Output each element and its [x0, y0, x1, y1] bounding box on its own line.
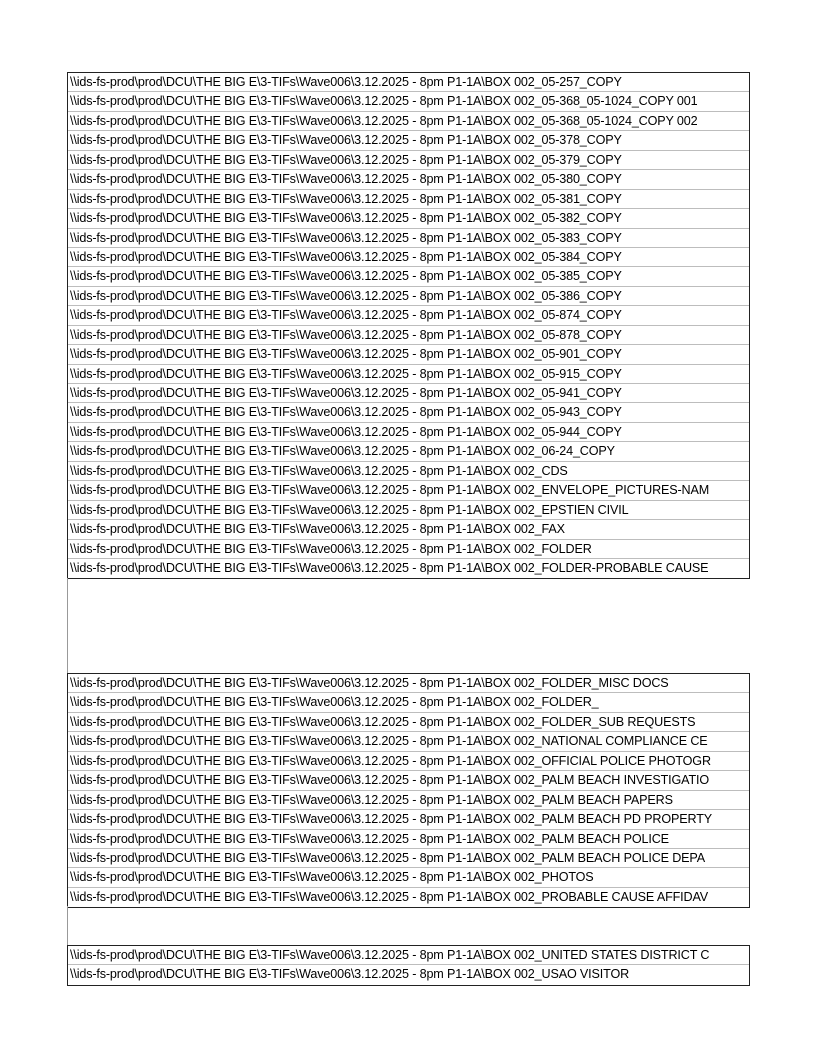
table-row: \\ids-fs-prod\prod\DCU\THE BIG E\3-TIFs\Wave006\3.12.2025 - 8pm P1-1A\BOX 002_05-901_COPY — [68, 345, 749, 364]
path-table-group-3 — [67, 945, 750, 986]
path-table-group-2 — [67, 673, 750, 908]
table-row: \\ids-fs-prod\prod\DCU\THE BIG E\3-TIFs\Wave006\3.12.2025 - 8pm P1-1A\BOX 002_05-944_COPY — [68, 423, 749, 442]
table-row: \\ids-fs-prod\prod\DCU\THE BIG E\3-TIFs\Wave006\3.12.2025 - 8pm P1-1A\BOX 002_05-384_COPY — [68, 248, 749, 267]
path-table-group-1 — [67, 72, 750, 579]
table-row: \\ids-fs-prod\prod\DCU\THE BIG E\3-TIFs\Wave006\3.12.2025 - 8pm P1-1A\BOX 002_05-382_COPY — [68, 209, 749, 228]
table-row: \\ids-fs-prod\prod\DCU\THE BIG E\3-TIFs\Wave006\3.12.2025 - 8pm P1-1A\BOX 002_05-386_COPY — [68, 287, 749, 306]
table-row: \\ids-fs-prod\prod\DCU\THE BIG E\3-TIFs\Wave006\3.12.2025 - 8pm P1-1A\BOX 002_05-874_COPY — [68, 306, 749, 325]
table-row: \\ids-fs-prod\prod\DCU\THE BIG E\3-TIFs\Wave006\3.12.2025 - 8pm P1-1A\BOX 002_EPSTIEN CIVIL — [68, 501, 749, 520]
blank-rows-1 — [67, 578, 68, 673]
table-row: \\ids-fs-prod\prod\DCU\THE BIG E\3-TIFs\Wave006\3.12.2025 - 8pm P1-1A\BOX 002_05-368_05-1024_COPY 001 — [68, 92, 749, 111]
table-row: \\ids-fs-prod\prod\DCU\THE BIG E\3-TIFs\Wave006\3.12.2025 - 8pm P1-1A\BOX 002_USAO VISITOR — [70, 967, 630, 982]
table-row: \\ids-fs-prod\prod\DCU\THE BIG E\3-TIFs\Wave006\3.12.2025 - 8pm P1-1A\BOX 002_FAX — [68, 520, 749, 539]
table-row: \\ids-fs-prod\prod\DCU\THE BIG E\3-TIFs\Wave006\3.12.2025 - 8pm P1-1A\BOX 002_UNITED STATES DISTRICT C — [68, 946, 749, 965]
table-row: \\ids-fs-prod\prod\DCU\THE BIG E\3-TIFs\Wave006\3.12.2025 - 8pm P1-1A\BOX 002_06-24_COPY — [68, 442, 749, 461]
table-row: \\ids-fs-prod\prod\DCU\THE BIG E\3-TIFs\Wave006\3.12.2025 - 8pm P1-1A\BOX 002_FOLDER-PROBABLE CAUSE — [70, 560, 709, 575]
table-row: \\ids-fs-prod\prod\DCU\THE BIG E\3-TIFs\Wave006\3.12.2025 - 8pm P1-1A\BOX 002_FOLDER_SUB REQUESTS — [68, 713, 749, 732]
table-row: \\ids-fs-prod\prod\DCU\THE BIG E\3-TIFs\Wave006\3.12.2025 - 8pm P1-1A\BOX 002_NATIONAL COMPLIANCE CE — [68, 732, 749, 751]
table-row: \\ids-fs-prod\prod\DCU\THE BIG E\3-TIFs\Wave006\3.12.2025 - 8pm P1-1A\BOX 002_05-368_05-1024_COPY 002 — [68, 112, 749, 131]
table-row: \\ids-fs-prod\prod\DCU\THE BIG E\3-TIFs\Wave006\3.12.2025 - 8pm P1-1A\BOX 002_05-381_COPY — [68, 190, 749, 209]
table-row: \\ids-fs-prod\prod\DCU\THE BIG E\3-TIFs\Wave006\3.12.2025 - 8pm P1-1A\BOX 002_05-385_COPY — [68, 267, 749, 286]
table-row: \\ids-fs-prod\prod\DCU\THE BIG E\3-TIFs\Wave006\3.12.2025 - 8pm P1-1A\BOX 002_FOLDER_ — [68, 693, 749, 712]
table-row: \\ids-fs-prod\prod\DCU\THE BIG E\3-TIFs\Wave006\3.12.2025 - 8pm P1-1A\BOX 002_PALM BEACH PD PROPERTY — [68, 810, 749, 829]
table-row: \\ids-fs-prod\prod\DCU\THE BIG E\3-TIFs\Wave006\3.12.2025 - 8pm P1-1A\BOX 002_05-379_COPY — [68, 151, 749, 170]
table-row: \\ids-fs-prod\prod\DCU\THE BIG E\3-TIFs\Wave006\3.12.2025 - 8pm P1-1A\BOX 002_05-378_COPY — [68, 131, 749, 150]
table-row: \\ids-fs-prod\prod\DCU\THE BIG E\3-TIFs\Wave006\3.12.2025 - 8pm P1-1A\BOX 002_05-915_COPY — [68, 365, 749, 384]
table-row: \\ids-fs-prod\prod\DCU\THE BIG E\3-TIFs\Wave006\3.12.2025 - 8pm P1-1A\BOX 002_05-380_COPY — [68, 170, 749, 189]
table-row: \\ids-fs-prod\prod\DCU\THE BIG E\3-TIFs\Wave006\3.12.2025 - 8pm P1-1A\BOX 002_PALM BEACH POLICE DEPA — [68, 849, 749, 868]
table-row: \\ids-fs-prod\prod\DCU\THE BIG E\3-TIFs\Wave006\3.12.2025 - 8pm P1-1A\BOX 002_FOLDER_MISC DOCS — [68, 674, 749, 693]
table-row: \\ids-fs-prod\prod\DCU\THE BIG E\3-TIFs\Wave006\3.12.2025 - 8pm P1-1A\BOX 002_05-257_COPY — [68, 73, 749, 92]
table-row: \\ids-fs-prod\prod\DCU\THE BIG E\3-TIFs\Wave006\3.12.2025 - 8pm P1-1A\BOX 002_05-943_COPY — [68, 403, 749, 422]
table-row: \\ids-fs-prod\prod\DCU\THE BIG E\3-TIFs\Wave006\3.12.2025 - 8pm P1-1A\BOX 002_PROBABLE CAUSE AFFIDAV — [70, 889, 709, 904]
table-row: \\ids-fs-prod\prod\DCU\THE BIG E\3-TIFs\Wave006\3.12.2025 - 8pm P1-1A\BOX 002_PALM BEACH PAPERS — [68, 791, 749, 810]
table-row: \\ids-fs-prod\prod\DCU\THE BIG E\3-TIFs\Wave006\3.12.2025 - 8pm P1-1A\BOX 002_OFFICIAL POLICE PHOTOGR — [68, 752, 749, 771]
blank-rows-2 — [67, 906, 68, 945]
table-row: \\ids-fs-prod\prod\DCU\THE BIG E\3-TIFs\Wave006\3.12.2025 - 8pm P1-1A\BOX 002_ENVELOPE_PICTURES-NAM — [68, 481, 749, 500]
table-row: \\ids-fs-prod\prod\DCU\THE BIG E\3-TIFs\Wave006\3.12.2025 - 8pm P1-1A\BOX 002_05-941_COPY — [68, 384, 749, 403]
table-row: \\ids-fs-prod\prod\DCU\THE BIG E\3-TIFs\Wave006\3.12.2025 - 8pm P1-1A\BOX 002_PALM BEACH INVESTIGATIO — [68, 771, 749, 790]
table-row: \\ids-fs-prod\prod\DCU\THE BIG E\3-TIFs\Wave006\3.12.2025 - 8pm P1-1A\BOX 002_PHOTOS — [68, 868, 749, 887]
table-row: \\ids-fs-prod\prod\DCU\THE BIG E\3-TIFs\Wave006\3.12.2025 - 8pm P1-1A\BOX 002_05-383_COPY — [68, 229, 749, 248]
table-row: \\ids-fs-prod\prod\DCU\THE BIG E\3-TIFs\Wave006\3.12.2025 - 8pm P1-1A\BOX 002_CDS — [68, 462, 749, 481]
table-row: \\ids-fs-prod\prod\DCU\THE BIG E\3-TIFs\Wave006\3.12.2025 - 8pm P1-1A\BOX 002_FOLDER — [68, 540, 749, 559]
table-row: \\ids-fs-prod\prod\DCU\THE BIG E\3-TIFs\Wave006\3.12.2025 - 8pm P1-1A\BOX 002_05-878_COPY — [68, 326, 749, 345]
table-row: \\ids-fs-prod\prod\DCU\THE BIG E\3-TIFs\Wave006\3.12.2025 - 8pm P1-1A\BOX 002_PALM BEACH POLICE — [68, 830, 749, 849]
